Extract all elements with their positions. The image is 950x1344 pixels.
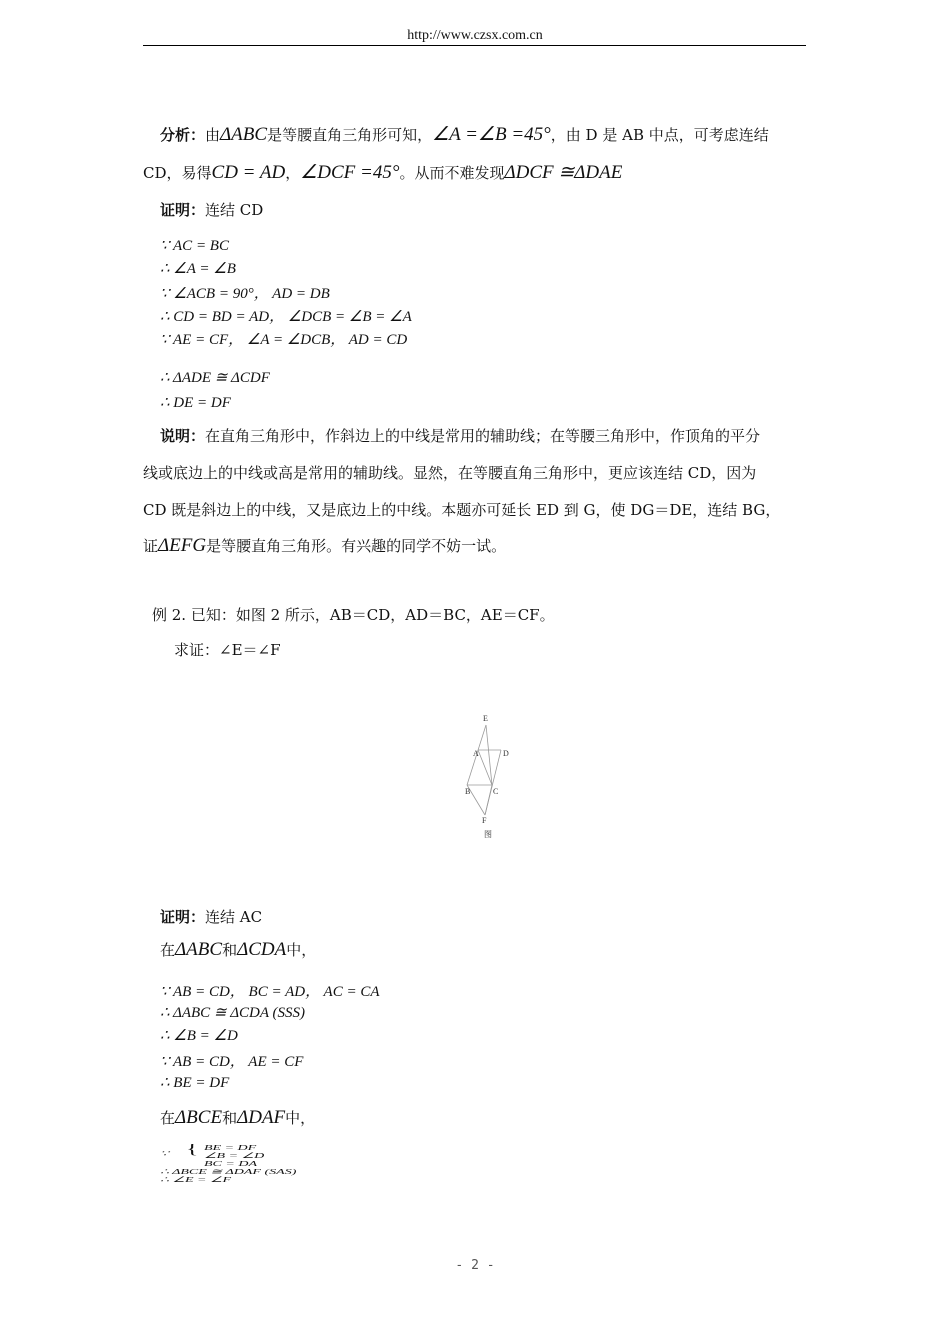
header-rule xyxy=(143,45,806,46)
analysis-angle: ∠DCF =45° xyxy=(300,162,400,183)
analysis-text: CD，易得 xyxy=(143,164,212,182)
tail-line: ∴ ∠E = ∠F xyxy=(160,1176,232,1184)
line-cf xyxy=(485,785,492,815)
note-line-3: CD 既是斜边上的中线，又是底边上的中线。本题亦可延长 ED 到 G，使 DG＝DE，连结 BG， xyxy=(143,501,781,519)
proof2-step: ∵ AB = CD， AE = CF xyxy=(160,1054,304,1070)
tail-line: ∴ ΔBCE ≅ ΔDAF (SAS) xyxy=(160,1168,297,1177)
proof1-conclusion: ∴ ΔADE ≅ ΔCDF xyxy=(160,370,270,386)
proof2-text: 在 xyxy=(160,941,176,959)
figure-caption: 图 xyxy=(484,830,492,839)
proof1-step: ∵ ∠ACB = 90°， AD = DB xyxy=(160,286,330,302)
proof2-in-line-1 xyxy=(160,940,316,960)
analysis-line-2 xyxy=(143,163,622,183)
page-number: - 2 - xyxy=(455,1258,495,1273)
header-url: http://www.czsx.com.cn xyxy=(407,28,543,43)
analysis-triangle: ΔABC xyxy=(220,124,268,145)
point-label-a: A xyxy=(473,749,479,758)
note-text: 证 xyxy=(143,537,159,555)
analysis-congruence: ΔDCF ≅ΔDAE xyxy=(504,162,623,183)
example2-to-prove: 求证：∠E＝∠F xyxy=(174,641,281,659)
point-label-e: E xyxy=(483,714,488,723)
proof2-text: 连结 AC xyxy=(205,908,263,926)
proof2-step: ∴ ΔABC ≅ ΔCDA (SSS) xyxy=(160,1005,305,1021)
proof2-text: 中， xyxy=(285,1109,316,1127)
point-label-d: D xyxy=(503,749,509,758)
note-label: 说明： xyxy=(160,427,206,445)
analysis-text: ， xyxy=(285,164,301,182)
point-label-f: F xyxy=(482,816,487,825)
proof2-in-line-2 xyxy=(160,1108,315,1128)
proof1-step: ∴ CD = BD = AD， ∠DCB = ∠B = ∠A xyxy=(160,309,412,325)
proof1-step: ∵ AC = BC xyxy=(160,238,229,254)
note-line-4 xyxy=(143,536,506,556)
note-triangle: ΔEFG xyxy=(158,535,207,556)
proof1-label: 证明： xyxy=(160,201,206,219)
note-text: 在直角三角形中，作斜边上的中线是常用的辅助线；在等腰三角形中，作顶角的平分 xyxy=(205,427,761,445)
brace-line: BE = DF xyxy=(204,1144,257,1153)
proof1-step: ∵ AE = CF， ∠A = ∠DCB， AD = CD xyxy=(160,332,408,348)
note-text: 是等腰直角三角形。有兴趣的同学不妨一试。 xyxy=(206,537,507,555)
proof2-step: ∵ AB = CD， BC = AD， AC = CA xyxy=(160,984,380,1000)
analysis-text: 。从而不难发现 xyxy=(399,164,505,182)
proof2-text: 中， xyxy=(286,941,317,959)
proof2-brace-block xyxy=(160,1144,460,1184)
brace-line: ∠B = ∠D xyxy=(204,1152,265,1161)
proof2-triangle: ΔBCE xyxy=(175,1107,223,1128)
proof2-text: 和 xyxy=(222,1109,238,1127)
analysis-angle: ∠A =∠B =45° xyxy=(432,124,551,145)
proof1-heading xyxy=(160,200,263,220)
brace-symbol: { xyxy=(186,1144,199,1157)
proof1-step: ∴ ∠A = ∠B xyxy=(160,261,236,277)
analysis-text: ，由 D 是 AB 中点，可考虑连结 xyxy=(550,126,769,144)
proof2-step: ∴ ∠B = ∠D xyxy=(160,1028,238,1044)
proof2-triangle: ΔABC xyxy=(175,939,223,960)
analysis-text: 是等腰直角三角形可知， xyxy=(267,126,433,144)
proof1-text: 连结 CD xyxy=(205,201,264,219)
analysis-equation: CD = AD xyxy=(211,162,286,183)
proof2-triangle: ΔDAF xyxy=(237,1107,286,1128)
brace-prefix: ∵ xyxy=(160,1150,169,1159)
proof1-conclusion: ∴ DE = DF xyxy=(160,395,231,411)
proof2-triangle: ΔCDA xyxy=(237,939,287,960)
point-label-c: C xyxy=(493,787,499,796)
brace-line: BC = DA xyxy=(204,1160,257,1169)
analysis-line-1 xyxy=(160,125,769,145)
proof2-text: 和 xyxy=(222,941,238,959)
note-line-2: 线或底边上的中线或高是常用的辅助线。显然，在等腰直角三角形中，更应该连结 CD，因为 xyxy=(143,464,757,482)
example2-statement: 例 2. 已知：如图 2 所示，AB＝CD，AD＝BC，AE＝CF。 xyxy=(152,606,555,624)
proof2-label: 证明： xyxy=(160,908,206,926)
note-line-1 xyxy=(160,426,760,446)
proof2-text: 在 xyxy=(160,1109,176,1127)
point-label-b: B xyxy=(465,787,471,796)
line-ec xyxy=(486,725,492,785)
proof2-heading xyxy=(160,907,262,927)
figure-diagram xyxy=(455,705,525,845)
analysis-text: 由 xyxy=(205,126,221,144)
analysis-label: 分析： xyxy=(160,126,206,144)
proof2-step: ∴ BE = DF xyxy=(160,1075,230,1091)
